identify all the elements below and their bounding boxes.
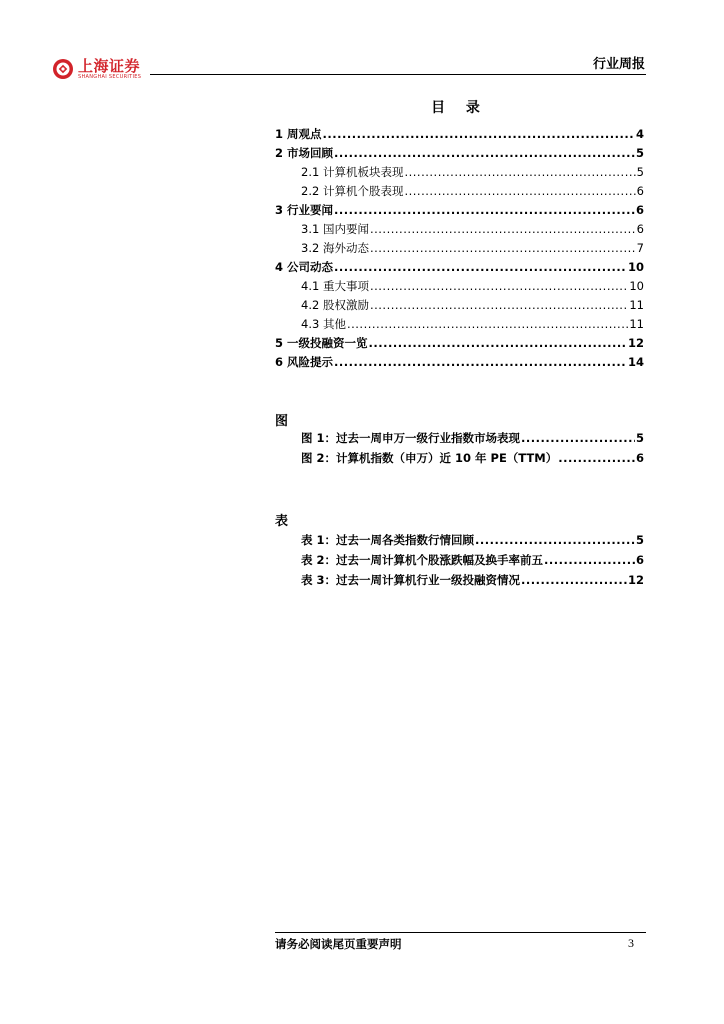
- table-entry-page: 6: [635, 553, 644, 567]
- header-divider: [150, 74, 646, 75]
- dot-leader: [475, 532, 635, 548]
- toc-entry-label: 4 公司动态: [275, 260, 334, 274]
- toc-subentry[interactable]: [301, 183, 644, 199]
- toc-entry[interactable]: [275, 202, 644, 218]
- toc-entry-label: 2 市场回顾: [275, 146, 334, 160]
- toc-subentry[interactable]: [301, 278, 644, 294]
- toc-entry-page: 7: [636, 241, 644, 255]
- toc-entry-page: 11: [629, 317, 644, 331]
- company-logo: [52, 55, 141, 83]
- figure-entry[interactable]: [301, 450, 644, 466]
- toc-entry-page: 4: [635, 127, 644, 141]
- shanghai-securities-logo-icon: [52, 58, 74, 80]
- figure-entry[interactable]: [301, 430, 644, 446]
- toc-subentry[interactable]: [301, 316, 644, 332]
- logo-text: [78, 56, 142, 80]
- dot-leader: [334, 354, 627, 370]
- toc-entry-page: 10: [627, 260, 644, 274]
- toc-entry-page: 10: [629, 279, 644, 293]
- dot-leader: [369, 335, 627, 351]
- toc-entry-page: 5: [635, 146, 644, 160]
- toc-entry-label: 3.2 海外动态: [301, 241, 369, 255]
- report-type: 行业周报: [592, 57, 645, 72]
- toc-entry-page: 11: [629, 298, 644, 312]
- table-entry-label: 表 1：过去一周各类指数行情回顾: [301, 533, 475, 547]
- toc-entry-label: 2.1 计算机板块表现: [301, 165, 404, 179]
- dot-leader: [370, 278, 628, 294]
- dot-leader: [370, 221, 636, 237]
- table-entry[interactable]: [301, 532, 644, 548]
- toc-entry-page: 6: [635, 203, 644, 217]
- dot-leader: [323, 126, 635, 142]
- dot-leader: [404, 183, 635, 199]
- toc-entry-label: 6 风险提示: [275, 355, 334, 369]
- table-entry[interactable]: [301, 552, 644, 568]
- toc-entry[interactable]: [275, 126, 644, 142]
- toc-entry[interactable]: [275, 354, 644, 370]
- dot-leader: [334, 259, 627, 275]
- toc-entry[interactable]: [275, 259, 644, 275]
- toc-entry-page: 6: [636, 184, 644, 198]
- logo-name-cn: 上海证券: [78, 56, 141, 75]
- toc-title: 目 录: [431, 100, 488, 116]
- dot-leader: [404, 164, 635, 180]
- table-entry-page: 12: [627, 573, 644, 587]
- figure-entry-page: 6: [635, 451, 644, 465]
- figure-list-heading: 图: [275, 414, 289, 429]
- toc-entry-page: 12: [627, 336, 644, 350]
- dot-leader: [544, 552, 635, 568]
- page-number: 3: [628, 936, 634, 950]
- toc-entry-label: 1 周观点: [275, 127, 322, 141]
- figure-entry-page: 5: [635, 431, 644, 445]
- toc-entry[interactable]: [275, 335, 644, 351]
- toc-subentry[interactable]: [301, 240, 644, 256]
- logo-name-en: SHANGHAI SECURITIES: [78, 73, 142, 80]
- dot-leader: [521, 430, 635, 446]
- toc-entry-page: 5: [636, 165, 644, 179]
- toc-entry-label: 2.2 计算机个股表现: [301, 184, 404, 198]
- toc-entry-label: 4.3 其他: [301, 317, 346, 331]
- table-entry-label: 表 3：过去一周计算机行业一级投融资情况: [301, 573, 521, 587]
- toc-entry-label: 4.1 重大事项: [301, 279, 369, 293]
- toc-entry-label: 3.1 国内要闻: [301, 222, 369, 236]
- dot-leader: [334, 145, 635, 161]
- toc-entry-label: 5 一级投融资一览: [275, 336, 368, 350]
- dot-leader: [370, 297, 628, 313]
- table-entry-label: 表 2：过去一周计算机个股涨跌幅及换手率前五: [301, 553, 544, 567]
- dot-leader: [521, 572, 627, 588]
- footer-divider: [275, 932, 646, 933]
- dot-leader: [558, 450, 635, 466]
- disclaimer-note: 请务必阅读尾页重要声明: [275, 937, 402, 951]
- dot-leader: [370, 240, 636, 256]
- table-list-heading: 表: [275, 514, 289, 529]
- toc-entry-label: 3 行业要闻: [275, 203, 334, 217]
- toc-subentry[interactable]: [301, 297, 644, 313]
- figure-entry-label: 图 1：过去一周申万一级行业指数市场表现: [301, 431, 521, 445]
- toc-entry-page: 6: [636, 222, 644, 236]
- toc-subentry[interactable]: [301, 164, 644, 180]
- figure-entry-label: 图 2：计算机指数（申万）近 10 年 PE（TTM）: [301, 451, 558, 465]
- toc-entry-label: 4.2 股权激励: [301, 298, 369, 312]
- toc-subentry[interactable]: [301, 221, 644, 237]
- dot-leader: [347, 316, 628, 332]
- toc-entry[interactable]: [275, 145, 644, 161]
- table-entry-page: 5: [635, 533, 644, 547]
- dot-leader: [334, 202, 635, 218]
- toc-entry-page: 14: [627, 355, 644, 369]
- table-entry[interactable]: [301, 572, 644, 588]
